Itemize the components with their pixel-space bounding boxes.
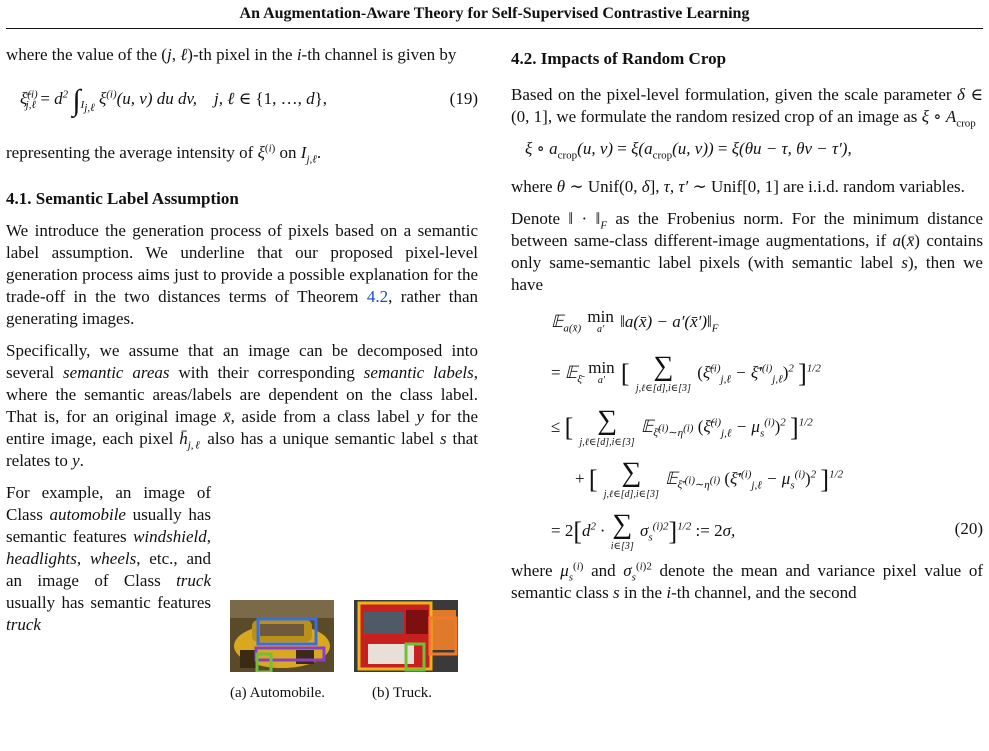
paragraph-intro: where the value of the (j, ℓ)-th pixel in the i-th channel is given by: [6, 45, 457, 64]
equation-crop: ξ ∘ $a_{crop}(u$, $v) = \xi(a_{crop}(u$, v)) = ξ(θu − τ, θv − τ′),: [525, 139, 852, 162]
automobile-image: [230, 600, 334, 672]
right-column: [511, 44, 983, 604]
header-rule: [6, 28, 983, 29]
truck-image: [354, 600, 458, 672]
paragraph-example: For example, an image of Class automobile usually has semantic features windshield, headlights, wheels, etc., and an image of Class truck usually has semantic features truck: [6, 483, 212, 634]
paragraph-specifically: Specifically, we assume that an image can be decomposed into several semantic areas with their corresponding semantic labels, where the semantic areas/labels are dependent on the class label. That is, for an original image x̄, aside from a class label y for the entire image, each pixel $h̄_{j,\ell}$ also has a unique semantic label s that relates to y.: [6, 341, 478, 470]
left-column: [6, 44, 478, 636]
equation-19: ξ̄$^{(i)}_{j,\ell}$ = $d^2$ $\int_{I_{j,\ell}}$ $\xi^{(i)}(u$, v) du dv, j, ℓ ∈ {1, …, d}, (19): [20, 84, 478, 117]
caption-truck: (b) Truck.: [372, 685, 433, 701]
section-heading-4-1: 4.1. Semantic Label Assumption: [6, 189, 239, 208]
section-heading-4-2: 4.2. Impacts of Random Crop: [511, 49, 727, 68]
paragraph-variables: where θ ∼ Unif(0, δ], τ, τ′ ∼ Unif[0, 1] are i.i.d. random variables.: [511, 177, 965, 196]
paragraph-frobenius: Denote ‖ · $‖_F$ as the Frobenius norm. For the minimum distance between same-class different-image augmentations, if a(x̄) contains only same-semantic label pixels (with semantic label s), then we have: [511, 209, 983, 294]
paragraph-random-crop: Based on the pixel-level formulation, given the scale parameter δ ∈ (0, 1], we formulate the random resized crop of an image as ξ ∘ $A_{crop}$: [511, 85, 983, 130]
running-title: An Augmentation-Aware Theory for Self-Supervised Contrastive Learning: [239, 5, 750, 22]
paragraph-intensity: representing the average intensity of $\xi^{(i)}$ on $I_{j,\ell}$.: [6, 142, 322, 166]
equation-20: 𝔼$_{a(x̄)}$ min a′ ‖a(x̄) − $a'(x̄')‖_F$ = 𝔼$_{\xī}$ min a′ [ ∑ j,ℓ∈[d],i∈[3] (ξ̄$^{(i)}_{j,\ell}$ − $\xī'^{(i)}_{j,\ell})^2$ ]$^{1/2}$ ≤ [ ∑ j,ℓ∈[d],i∈[3] 𝔼$_{\xī^{(i)}\sim\eta^{(i)}}$ (ξ̄$^{(i)}_{j,\ell}$ − $\mu_s^{(i)})^2$ ]$^{1/2}$ + [ ∑ j,ℓ∈[d],i∈[3] 𝔼$_{\xī'^{(i)}\sim\eta^{(i)}}$ $(\xī'^{(i)}_{j,\ell} - \mu_s^{(i)})^2$ ]$^{1/2}$ = $2[d^2$ · ∑ i∈[3] $\sigma_s^{(i)2}]^{1/2}$ := 2σ, (20): [551, 307, 983, 552]
paragraph-semantic-assumption: We introduce the generation process of pixels based on a semantic label assumption. We underline that our proposed pixel-level generation process aims just to provide a possible explanation for the trade-off in the two distances terms of Theorem 4.2, rather than generating images.: [6, 221, 478, 328]
theorem-link[interactable]: 4.2: [366, 287, 389, 306]
equation-number: (19): [449, 89, 478, 108]
paragraph-mean-variance: where $\mu_s^{(i)}$ and $\sigma_s^{(i)2}$ denote the mean and variance pixel value of semantic class s in the i-th channel, and the second: [511, 560, 984, 602]
caption-automobile: (a) Automobile.: [230, 685, 325, 701]
equation-number: (20): [954, 519, 983, 538]
